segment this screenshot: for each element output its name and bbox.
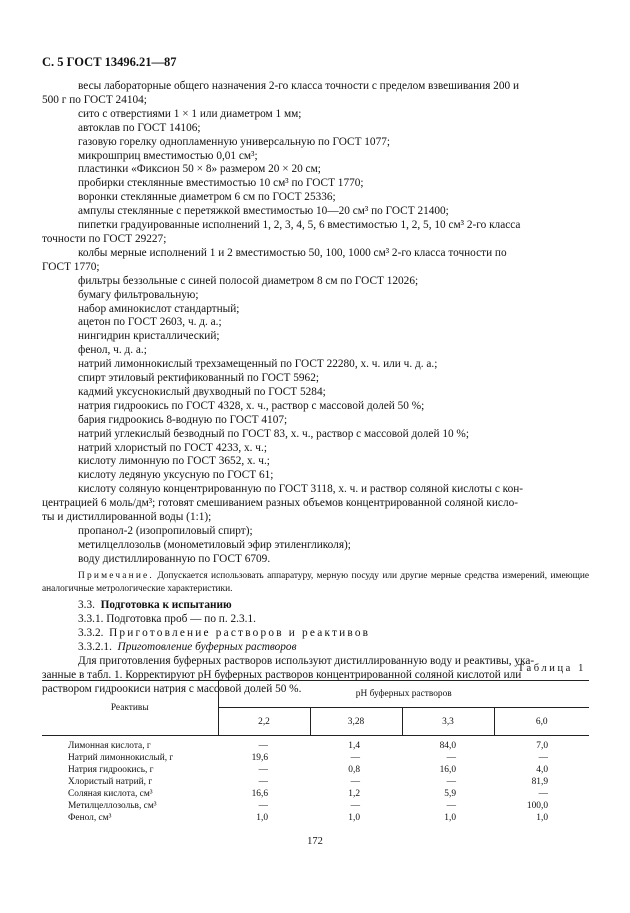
body-text (42, 80, 589, 697)
note-text: Допускается использовать аппаратуру, мерную посуду или другие мерные средства измерений, имеющие аналогичные метрологические характеристики. (42, 570, 590, 594)
equipment-item: пипетки градуированные исполнений 1, 2, 3, 4, 5, 6 вместимостью 1, 2, 5, 10 см³ 2-го класса (78, 219, 521, 232)
section-3-3-title: Подготовка к испытанию (100, 599, 232, 612)
equipment-item: спирт этиловый ректификованный по ГОСТ 5962; (78, 372, 319, 385)
value-cell: 16,0 (439, 765, 456, 775)
equipment-item: автоклав по ГОСТ 14106; (78, 121, 201, 134)
page-header: С. 5 ГОСТ 13496.21—87 (42, 55, 177, 69)
equipment-item: ацетон по ГОСТ 2603, ч. д. а.; (78, 316, 222, 329)
section-3-3-2-1 (42, 641, 589, 655)
table-row (42, 764, 589, 776)
section-3-3 (42, 599, 589, 613)
equipment-item: микрошприц вместимостью 0,01 см³; (78, 149, 258, 162)
note-paragraph (42, 570, 589, 596)
value-cell: 1,0 (536, 813, 548, 823)
section-3-3-1: 3.3.1. Подготовка проб — по п. 2.3.1. (78, 613, 256, 626)
equipment-item: воронки стеклянные диаметром 6 см по ГОСТ 25336; (78, 191, 336, 204)
paragraph-line: раствором гидроокиси натрия с массовой долей 50 %. (42, 682, 302, 695)
table-row (42, 752, 589, 764)
section-3-3-2 (42, 627, 589, 641)
section-3-3-number: 3.3. (78, 599, 95, 612)
column-header-ph: 3,3 (402, 708, 494, 736)
equipment-item: пластинки «Фиксион 50 × 8» размером 20 × 20 см; (78, 163, 321, 176)
table-row (42, 812, 589, 824)
equipment-item: натрий хлористый по ГОСТ 4233, х. ч.; (78, 441, 267, 454)
equipment-item-continuation: центрацией 6 моль/дм³; готовят смешиванием разных объемов концентрированной соляной кисло- (42, 497, 518, 510)
reagent-name-cell: Хлористый натрий, г (68, 777, 153, 787)
column-header-ph: 2,2 (218, 708, 310, 736)
value-cell: 7,0 (536, 741, 548, 751)
equipment-item: воду дистиллированную по ГОСТ 6709. (78, 552, 271, 565)
reagent-name-cell: Соляная кислота, см³ (68, 789, 153, 799)
value-cell: — (350, 801, 360, 811)
equipment-item: пропанол-2 (изопропиловый спирт); (78, 525, 253, 537)
equipment-item: кислоту ледяную уксусную по ГОСТ 61; (78, 469, 274, 482)
column-header-ph-group: pH буферных растворов (218, 681, 589, 708)
reagent-name-cell: Натрий лимоннокислый, г (68, 753, 174, 763)
value-cell: 19,6 (251, 753, 268, 763)
equipment-item: натрий лимоннокислый трехзамещенный по ГОСТ 22280, х. ч. или ч. д. а.; (78, 358, 438, 371)
equipment-item: метилцеллозольв (монометиловый эфир этиленгликоля); (78, 538, 351, 551)
equipment-item-continuation: 500 г по ГОСТ 24104; (42, 93, 147, 106)
equipment-item: нингидрин кристаллический; (78, 330, 220, 343)
value-cell: — (538, 789, 548, 799)
equipment-item: ампулы стеклянные с перетяжкой вместимостью 10—20 см³ по ГОСТ 21400; (78, 205, 449, 218)
equipment-item: кислоту лимонную по ГОСТ 3652, х. ч.; (78, 455, 270, 468)
equipment-item: натрий углекислый безводный по ГОСТ 83, х. ч., раствор с массовой долей 10 %; (78, 427, 469, 440)
paragraph-line: Для приготовления буферных растворов используют дистиллированную воду и реактивы, ука- (78, 654, 535, 667)
equipment-item-continuation: ты и дистиллированной воды (1:1); (42, 511, 212, 524)
reagent-name-cell: Натрия гидроокись, г (68, 765, 154, 775)
table-label: Таблица 1 (517, 663, 586, 674)
equipment-item: колбы мерные исполнений 1 и 2 вместимостью 50, 100, 1000 см³ 2-го класса точности по (78, 246, 507, 259)
table-body (42, 736, 589, 825)
value-cell: 1,0 (348, 813, 360, 823)
reagent-name-cell: Фенол, см³ (68, 813, 112, 823)
equipment-item-continuation: ГОСТ 1770; (42, 260, 100, 273)
value-cell: 1,4 (348, 741, 360, 751)
value-cell: 4,0 (536, 765, 548, 775)
table-row (42, 788, 589, 800)
table-row (42, 800, 589, 812)
equipment-item: кадмий уксуснокислый двухводный по ГОСТ 5284; (78, 385, 326, 398)
reagent-name-cell: Лимонная кислота, г (68, 741, 151, 751)
section-3-3-2-1-number: 3.3.2.1. (78, 641, 112, 654)
value-cell: — (258, 777, 268, 787)
page-number: 172 (307, 836, 323, 847)
equipment-item: фенол, ч. д. а.; (78, 344, 147, 357)
value-cell: 5,9 (444, 789, 456, 799)
column-header-ph: 6,0 (494, 708, 589, 736)
value-cell: 100,0 (526, 801, 548, 811)
reagent-name-cell: Метилцеллозольв, см³ (68, 801, 157, 811)
paragraph-line: занные в табл. 1. Корректируют pH буферных растворов концентрированной соляной кислотой или (42, 668, 522, 681)
value-cell: — (538, 753, 548, 763)
table-row (42, 776, 589, 788)
value-cell: — (258, 741, 268, 751)
equipment-item: фильтры беззольные с синей полосой диаметром 8 см по ГОСТ 12026; (78, 274, 419, 287)
section-3-3-2-1-title: Приготовление буферных растворов (117, 641, 297, 654)
value-cell: — (258, 765, 268, 775)
equipment-list (42, 80, 589, 567)
value-cell: — (350, 753, 360, 763)
value-cell: — (446, 753, 456, 763)
column-header-ph: 3,28 (310, 708, 402, 736)
section-3-3-2-title: Приготовление растворов и реактивов (109, 627, 371, 640)
equipment-item: кислоту соляную концентрированную по ГОСТ 3118, х. ч. и раствор соляной кислоты с кон- (78, 483, 524, 496)
equipment-item-continuation: точности по ГОСТ 29227; (42, 232, 167, 245)
value-cell: — (258, 801, 268, 811)
value-cell: — (446, 777, 456, 787)
note-label: Примечание. (78, 570, 154, 581)
value-cell: — (446, 801, 456, 811)
value-cell: 1,2 (348, 789, 360, 799)
equipment-item: газовую горелку однопламенную универсальную по ГОСТ 1077; (78, 135, 391, 148)
value-cell: — (350, 777, 360, 787)
table-row (42, 740, 589, 752)
equipment-item: весы лабораторные общего назначения 2-го класса точности с пределом взвешивания 200 и (78, 80, 519, 92)
value-cell: 0,8 (348, 765, 360, 775)
equipment-item: бумагу фильтровальную; (78, 288, 199, 301)
equipment-item: пробирки стеклянные вместимостью 10 см³ по ГОСТ 1770; (78, 177, 364, 190)
value-cell: 16,6 (251, 789, 268, 799)
buffer-table (42, 680, 589, 824)
value-cell: 1,0 (444, 813, 456, 823)
value-cell: 84,0 (439, 741, 456, 751)
section-3-3-2-number: 3.3.2. (78, 627, 104, 640)
equipment-item: бария гидроокись 8-водную по ГОСТ 4107; (78, 413, 288, 426)
equipment-item: набор аминокислот стандартный; (78, 302, 240, 315)
value-cell: 1,0 (256, 813, 268, 823)
equipment-item: сито с отверстиями 1 × 1 или диаметром 1 мм; (78, 107, 302, 120)
value-cell: 81,9 (531, 777, 548, 787)
equipment-item: натрия гидроокись по ГОСТ 4328, х. ч., раствор с массовой долей 50 %; (78, 399, 425, 412)
column-header-reagents: Реактивы (42, 681, 218, 736)
